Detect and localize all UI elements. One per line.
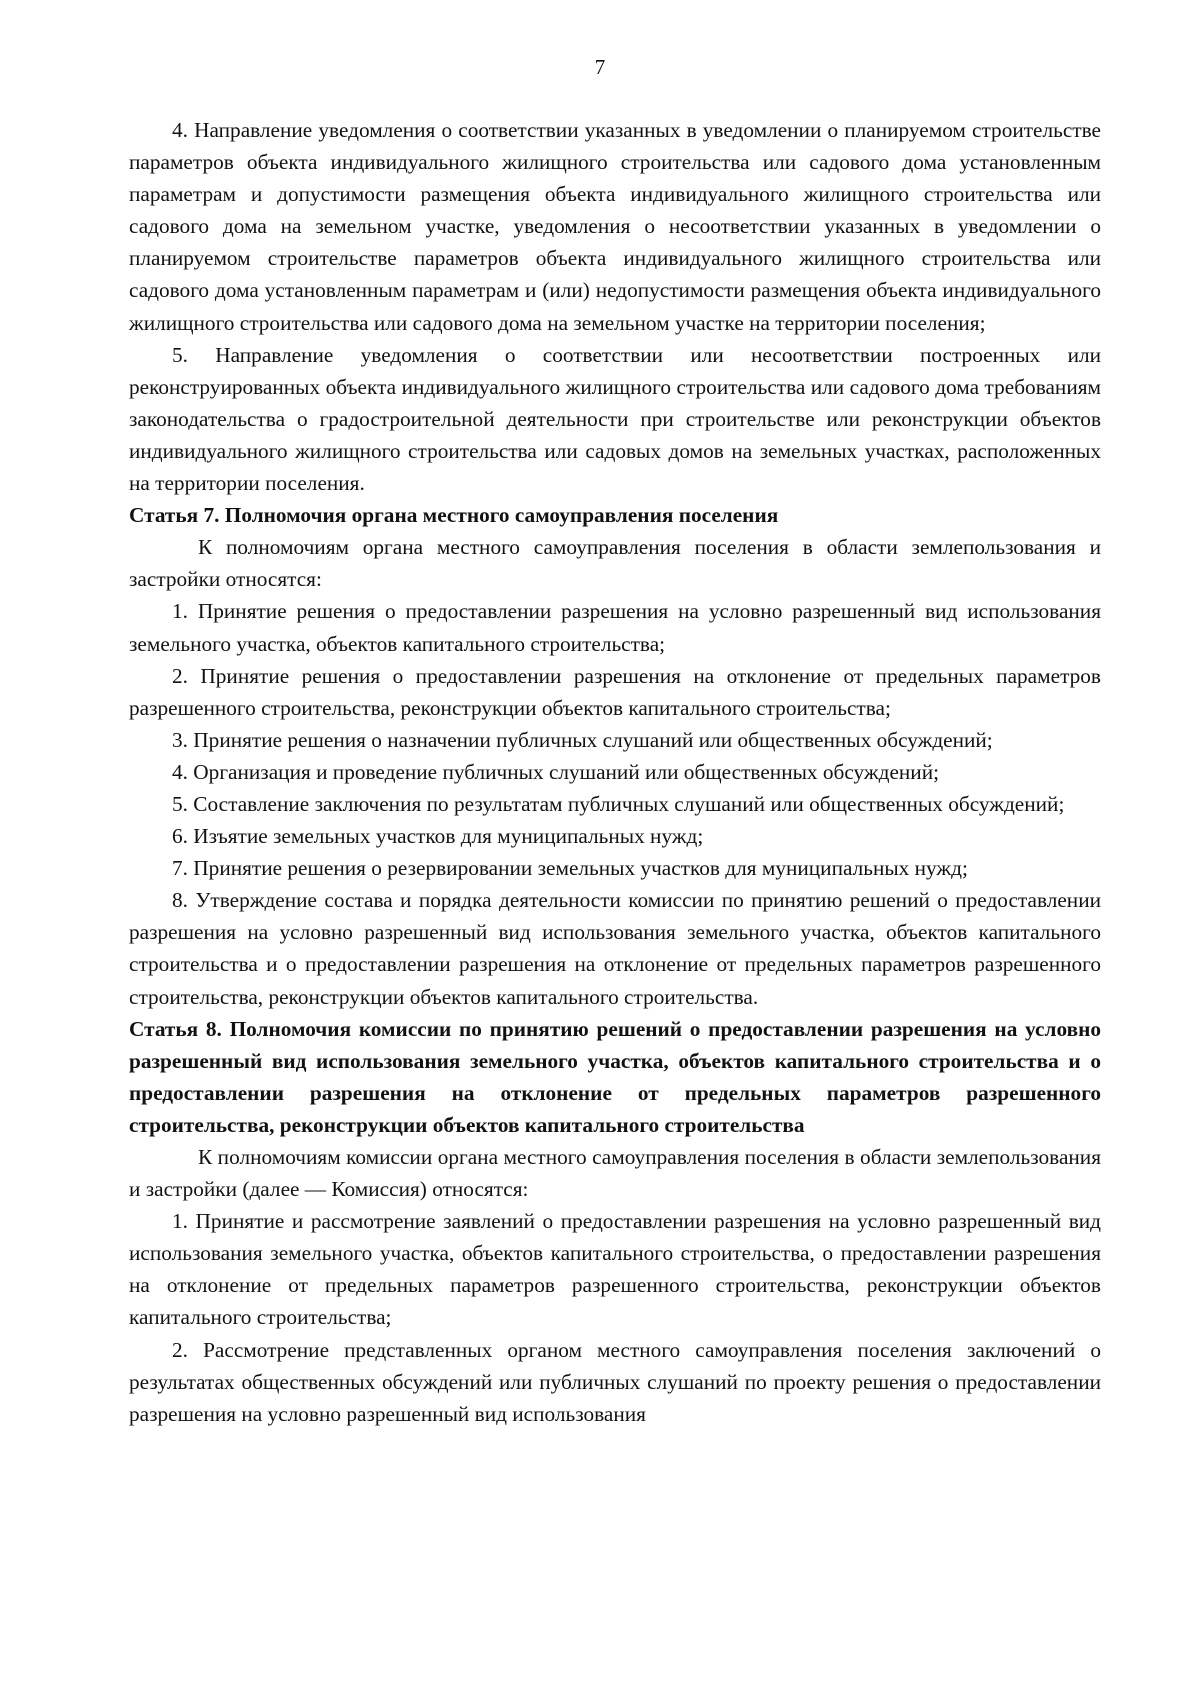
article-8-intro: К полномочиям комиссии органа местного самоуправления поселения в области землепользования и застройки (далее — Комиссия) относятся: [129, 1145, 1101, 1202]
list-item: 4. Организация и проведение публичных слушаний или общественных обсуждений; [172, 759, 940, 784]
list-item: 8. Утверждение состава и порядка деятельности комиссии по принятию решений о предоставлении разрешения на условно разрешенный вид использования земельного участка, объектов капитального строительства и о предоставлении разрешения на отклонение от предельных параметров разрешенного строительства, реконструкции объектов капитального строительства. [129, 888, 1101, 1009]
list-item: 5. Направление уведомления о соответствии или несоответствии построенных или реконструированных объекта индивидуального жилищного строительства или садового дома требованиям законодательства о градостроительной деятельности при строительстве или реконструкции объектов индивидуального жилищного строительства или садовых домов на земельных участках, расположенных на территории поселения. [129, 342, 1101, 496]
document-body [129, 114, 1101, 1430]
article-7-intro: К полномочиям органа местного самоуправления поселения в области землепользования и застройки относятся: [129, 535, 1101, 592]
article-7-heading: Статья 7. Полномочия органа местного самоуправления поселения [129, 503, 779, 528]
list-item: 2. Принятие решения о предоставлении разрешения на отклонение от предельных параметров разрешенного строительства, реконструкции объектов капитального строительства; [129, 663, 1101, 720]
list-item: 1. Принятие решения о предоставлении разрешения на условно разрешенный вид использования земельного участка, объектов капитального строительства; [129, 599, 1101, 656]
list-item: 6. Изъятие земельных участков для муниципальных нужд; [172, 824, 704, 849]
list-item: 1. Принятие и рассмотрение заявлений о предоставлении разрешения на условно разрешенный вид использования земельного участка, объектов капитального строительства, о предоставлении разрешения на отклонение от предельных параметров разрешенного строительства, реконструкции объектов капитального строительства; [129, 1209, 1101, 1330]
list-item: 7. Принятие решения о резервировании земельных участков для муниципальных нужд; [172, 856, 968, 881]
list-item: 3. Принятие решения о назначении публичных слушаний или общественных обсуждений; [172, 727, 993, 752]
list-item: 4. Направление уведомления о соответствии указанных в уведомлении о планируемом строительстве параметров объекта индивидуального жилищного строительства или садового дома установленным параметрам и допустимости размещения объекта индивидуального жилищного строительства или садового дома на земельном участке, уведомления о несоответствии указанных в уведомлении о планируемом строительстве параметров объекта индивидуального жилищного строительства или садового дома установленным параметрам и (или) недопустимости размещения объекта индивидуального жилищного строительства или садового дома на земельном участке на территории поселения; [129, 118, 1101, 335]
page-number: 7 [594, 55, 606, 79]
article-8-heading: Статья 8. Полномочия комиссии по принятию решений о предоставлении разрешения на условно разрешенный вид использования земельного участка, объектов капитального строительства и о предоставлении разрешения на отклонение от предельных параметров разрешенного строительства, реконструкции объектов капитального строительства [129, 1016, 1101, 1137]
list-item: 2. Рассмотрение представленных органом местного самоуправления поселения заключений о результатах общественных обсуждений или публичных слушаний по проекту решения о предоставлении разрешения на условно разрешенный вид использования [129, 1337, 1101, 1426]
list-item: 5. Составление заключения по результатам публичных слушаний или общественных обсуждений; [172, 791, 1065, 816]
